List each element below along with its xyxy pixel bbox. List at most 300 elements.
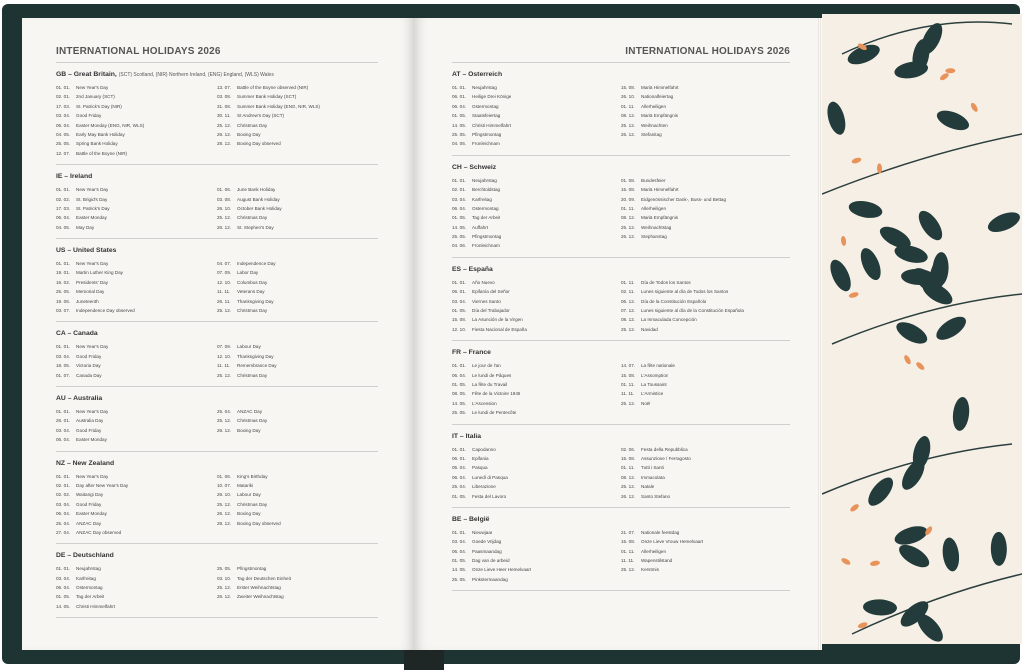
holiday-date: 14. 05.	[452, 567, 467, 573]
holiday-name: Fiesta Nacional de España	[472, 326, 527, 332]
holiday-date: 17. 03.	[56, 103, 71, 109]
holiday-date: 25. 12.	[621, 567, 636, 573]
holiday-column	[217, 407, 378, 445]
holiday-name: New Year's Day	[76, 473, 109, 479]
country-title	[56, 247, 378, 254]
holiday-sections-right	[452, 71, 790, 591]
holiday-date: 26. 10.	[217, 205, 232, 211]
holiday-date: 06. 04.	[56, 122, 71, 128]
holiday-date: 01. 11.	[621, 548, 635, 554]
holiday-date: 02. 01.	[56, 94, 71, 100]
holiday-column	[217, 83, 378, 158]
holiday-row	[56, 416, 217, 425]
holiday-date: 07. 12.	[621, 308, 636, 314]
orange-leaf	[840, 236, 846, 247]
holiday-row	[621, 111, 790, 120]
holiday-date: 15. 08.	[621, 539, 636, 545]
holiday-row	[452, 399, 621, 408]
holiday-name: Columbus Day	[237, 279, 268, 285]
holiday-row	[621, 315, 790, 324]
holiday-column	[621, 445, 790, 501]
dark-leaf	[941, 537, 961, 573]
holiday-row	[217, 83, 378, 92]
holiday-name: June Bank Holiday	[237, 187, 276, 193]
holiday-name: Goede Vrijdag	[472, 539, 502, 545]
country-section	[56, 395, 378, 452]
region-legend: (SCT) Scotland, (NIR) Northern Ireland, (ENG) England, (WLS) Wales	[118, 72, 274, 78]
holiday-name: Capodanno	[472, 446, 496, 452]
holiday-name: Christi Himmelfahrt	[76, 603, 116, 609]
holiday-date: 01. 01.	[56, 344, 71, 350]
holiday-date: 07. 09.	[217, 344, 232, 350]
holiday-row	[217, 519, 378, 528]
holiday-row	[56, 583, 217, 592]
holiday-row	[452, 83, 621, 92]
holiday-date: 02. 11.	[621, 289, 635, 295]
holiday-row	[621, 482, 790, 491]
holiday-date: 06. 04.	[56, 585, 71, 591]
holiday-date: 01. 05.	[452, 381, 467, 387]
orange-leaf	[945, 68, 955, 73]
holiday-date: 03. 04.	[452, 298, 467, 304]
holiday-name: St. Brigid's Day	[76, 196, 108, 202]
holiday-date: 31. 08.	[217, 103, 232, 109]
holiday-name: Navidad	[641, 326, 658, 332]
holiday-row	[621, 361, 790, 370]
holiday-row	[217, 500, 378, 509]
holiday-date: 01. 05.	[452, 308, 467, 314]
holiday-name: Stephanstag	[641, 234, 667, 240]
holiday-name: La Toussaint	[641, 381, 667, 387]
holiday-row	[217, 481, 378, 490]
holiday-date: 17. 03.	[56, 205, 71, 211]
holiday-date: 03. 10.	[217, 575, 232, 581]
holiday-date: 25. 12.	[217, 215, 232, 221]
holiday-date: 25. 05.	[452, 576, 467, 582]
orange-leaf	[849, 503, 860, 513]
country-title	[452, 433, 790, 440]
country-name: DE – Deutschland	[56, 552, 114, 560]
holiday-row	[621, 213, 790, 222]
holiday-name: Erster Weihnachtstag	[237, 585, 281, 591]
holiday-name: Presidents' Day	[76, 279, 109, 285]
holiday-date: 11. 11.	[621, 558, 635, 564]
holiday-row	[56, 602, 217, 611]
holiday-name: Tag der Arbeit	[472, 215, 501, 221]
holiday-row	[217, 407, 378, 416]
holiday-date: 03. 08.	[217, 94, 232, 100]
holiday-row	[621, 556, 790, 565]
country-section	[56, 330, 378, 387]
holiday-row	[621, 204, 790, 213]
holiday-row	[56, 195, 217, 204]
holiday-row	[217, 416, 378, 425]
holiday-row	[56, 130, 217, 139]
holiday-name: Noël	[641, 400, 651, 406]
holiday-name: Easter Monday	[76, 215, 107, 221]
holiday-name: Christmas Day	[237, 122, 268, 128]
holiday-name: King's Birthday	[237, 473, 268, 479]
holiday-row	[56, 121, 217, 130]
holiday-row	[56, 213, 217, 222]
orange-leaf	[915, 361, 926, 371]
holiday-name: Labour Day	[237, 344, 261, 350]
holiday-name: La Inmaculada Concepción	[641, 317, 697, 323]
holiday-row	[217, 287, 378, 296]
dark-leaf	[893, 318, 931, 348]
holiday-date: 25. 05.	[56, 289, 71, 295]
holiday-name: Ostermontag	[76, 585, 103, 591]
holiday-date: 04. 06.	[452, 243, 467, 249]
country-section	[452, 266, 790, 341]
holiday-row	[56, 92, 217, 101]
holiday-name: Mariä Himmelfahrt	[641, 187, 679, 193]
holiday-column	[452, 361, 621, 417]
holiday-name: L'Armistice	[641, 391, 664, 397]
country-section	[452, 433, 790, 508]
holiday-date: 03. 08.	[217, 196, 232, 202]
holiday-row	[56, 111, 217, 120]
holiday-date: 12. 10.	[452, 326, 467, 332]
holiday-name: Nieuwjaar	[472, 529, 493, 535]
holiday-date: 26. 10.	[621, 94, 636, 100]
holiday-date: 01. 01.	[56, 261, 71, 267]
holiday-row	[217, 306, 378, 315]
holiday-date: 26. 11.	[217, 298, 231, 304]
holiday-row	[56, 426, 217, 435]
holiday-date: 25. 04.	[56, 520, 71, 526]
holiday-date: 01. 05.	[56, 594, 71, 600]
holiday-date: 01. 08.	[621, 177, 636, 183]
holiday-row	[56, 139, 217, 148]
holiday-date: 06. 01.	[452, 94, 467, 100]
holiday-row	[621, 130, 790, 139]
holiday-name: Boxing Day	[237, 427, 261, 433]
holiday-name: Independence Day	[237, 261, 276, 267]
country-section	[452, 71, 790, 156]
holiday-date: 25. 05.	[452, 410, 467, 416]
holiday-date: 26. 12.	[217, 427, 232, 433]
holiday-name: Weihnachten	[641, 122, 668, 128]
holiday-row	[56, 278, 217, 287]
holiday-row	[56, 297, 217, 306]
holiday-row	[56, 83, 217, 92]
holiday-row	[56, 481, 217, 490]
holiday-row	[452, 306, 621, 315]
holiday-name: Boxing Day	[237, 511, 261, 517]
country-title	[56, 395, 378, 402]
holiday-row	[217, 361, 378, 370]
holiday-row	[217, 426, 378, 435]
holiday-row	[621, 399, 790, 408]
holiday-row	[56, 259, 217, 268]
holiday-row	[56, 306, 217, 315]
holiday-date: 14. 05.	[452, 122, 467, 128]
holiday-row	[621, 445, 790, 454]
dark-leaf	[863, 599, 898, 616]
holiday-date: 06. 04.	[452, 474, 467, 480]
holiday-date: 01. 01.	[56, 473, 71, 479]
holiday-name: La fête du Travail	[472, 381, 508, 387]
holiday-row	[621, 121, 790, 130]
holiday-name: Pasqua	[472, 465, 488, 471]
holiday-date: 25. 12.	[217, 308, 232, 314]
holiday-name: Spring Bank Holiday	[76, 141, 118, 147]
holiday-row	[217, 213, 378, 222]
holiday-row	[217, 592, 378, 601]
holiday-row	[452, 139, 621, 148]
holiday-row	[452, 389, 621, 398]
holiday-row	[452, 575, 621, 584]
holiday-column	[452, 176, 621, 251]
holiday-date: 01. 11.	[621, 205, 635, 211]
holiday-name: Labor Day	[237, 270, 259, 276]
holiday-row	[217, 342, 378, 351]
holiday-row	[217, 185, 378, 194]
holiday-name: Pinkstermaandag	[472, 576, 508, 582]
holiday-name: New Year's Day	[76, 187, 109, 193]
holiday-name: Pfingstmontag	[472, 234, 502, 240]
holiday-row	[217, 472, 378, 481]
holiday-row	[452, 204, 621, 213]
holiday-row	[217, 268, 378, 277]
holiday-name: Le lundi de Pâques	[472, 372, 512, 378]
holiday-row	[56, 528, 217, 537]
holiday-name: Lunedì di Pasqua	[472, 474, 508, 480]
holiday-column	[452, 528, 621, 584]
left-page	[22, 18, 414, 650]
holiday-row	[452, 223, 621, 232]
country-name: ES – España	[452, 265, 493, 273]
holiday-name: Summer Bank Holiday (ENG, NIR, WLS)	[237, 103, 320, 109]
holiday-name: Viernes Santo	[472, 298, 501, 304]
country-title	[452, 71, 790, 78]
holiday-row	[217, 509, 378, 518]
holiday-name: Neujahrstag	[472, 177, 497, 183]
dark-leaf	[914, 207, 947, 244]
holiday-date: 15. 08.	[452, 317, 467, 323]
dark-leaf	[951, 396, 971, 432]
holiday-row	[621, 565, 790, 574]
holiday-name: St. Patrick's Day (NIR)	[76, 103, 122, 109]
holiday-name: Labour Day	[237, 492, 261, 498]
holiday-date: 07. 09.	[217, 270, 232, 276]
holiday-row	[56, 435, 217, 444]
holiday-date: 26. 12.	[621, 234, 636, 240]
holiday-column	[217, 342, 378, 380]
holiday-date: 20. 09.	[621, 196, 636, 202]
holiday-row	[56, 519, 217, 528]
holiday-row	[217, 121, 378, 130]
holiday-row	[452, 528, 621, 537]
holiday-row	[452, 315, 621, 324]
holiday-row	[621, 537, 790, 546]
leaf-pattern-illustration	[822, 14, 1022, 644]
holiday-row	[56, 352, 217, 361]
holiday-date: 08. 12.	[621, 317, 636, 323]
holiday-row	[452, 565, 621, 574]
holiday-name: Immacolata	[641, 474, 665, 480]
country-name: CH – Schweiz	[452, 163, 497, 171]
holiday-name: Allerheiligen	[641, 205, 667, 211]
holiday-row	[452, 445, 621, 454]
holiday-date: 19. 01.	[56, 270, 71, 276]
dark-leaf	[892, 523, 929, 549]
holiday-name: Day after New Year's Day	[76, 482, 129, 488]
holiday-row	[217, 278, 378, 287]
holiday-row	[452, 371, 621, 380]
holiday-date: 26. 12.	[217, 594, 232, 600]
holiday-date: 25. 12.	[621, 224, 636, 230]
country-name: CA – Canada	[56, 330, 98, 338]
holiday-date: 03. 04.	[56, 501, 71, 507]
holiday-date: 08. 12.	[621, 215, 636, 221]
holiday-name: L'Ascension	[472, 400, 497, 406]
holiday-row	[56, 185, 217, 194]
holiday-row	[452, 492, 621, 501]
holiday-name: Neujahrstag	[472, 85, 497, 90]
holiday-name: Christi Himmelfahrt	[472, 122, 512, 128]
holiday-date: 25. 05.	[56, 141, 71, 147]
holiday-name: Independence Day observed	[76, 308, 135, 314]
holiday-name: Karfreitag	[76, 575, 96, 581]
holiday-row	[621, 371, 790, 380]
holiday-date: 06. 01.	[452, 455, 467, 461]
holiday-row	[452, 297, 621, 306]
holiday-name: Veterans Day	[237, 289, 265, 295]
holiday-date: 26. 12.	[621, 493, 636, 499]
holiday-name: Le jour de l'an	[472, 363, 501, 369]
holiday-name: Memorial Day	[76, 289, 105, 295]
holiday-name: Matariki	[237, 482, 254, 488]
holiday-row	[452, 278, 621, 287]
holiday-row	[56, 592, 217, 601]
holiday-date: 25. 04.	[217, 408, 232, 414]
holiday-name: May Day	[76, 224, 95, 230]
holiday-date: 02. 02.	[56, 492, 71, 498]
holiday-date: 06. 04.	[452, 205, 467, 211]
dark-leaf	[864, 473, 898, 509]
holiday-name: Le lundi de Pentecôte	[472, 410, 517, 416]
holiday-date: 06. 04.	[56, 215, 71, 221]
holiday-date: 05. 04.	[452, 465, 467, 471]
holiday-date: 02. 02.	[56, 196, 71, 202]
holiday-column	[621, 176, 790, 251]
holiday-date: 06. 04.	[452, 103, 467, 109]
holiday-date: 01. 01.	[452, 363, 467, 369]
holiday-row	[621, 306, 790, 315]
holiday-name: Boxing Day observed	[237, 141, 281, 147]
holiday-row	[217, 195, 378, 204]
country-section	[452, 349, 790, 424]
holiday-date: 01. 11.	[621, 103, 635, 109]
dark-leaf	[857, 245, 885, 283]
holiday-row	[56, 371, 217, 380]
holiday-date: 15. 08.	[621, 372, 636, 378]
dark-leaf	[985, 208, 1022, 236]
holiday-row	[452, 195, 621, 204]
holiday-name: Día del Trabajador	[472, 308, 510, 314]
holiday-row	[56, 564, 217, 573]
country-title	[56, 71, 378, 78]
holiday-date: 11. 11.	[217, 363, 231, 369]
holiday-date: 25. 05.	[452, 234, 467, 240]
holiday-date: 06. 04.	[56, 511, 71, 517]
holiday-column	[217, 472, 378, 538]
holiday-row	[56, 509, 217, 518]
holiday-date: 04. 05.	[56, 224, 71, 230]
holiday-row	[452, 463, 621, 472]
holiday-date: 10. 07.	[217, 482, 232, 488]
holiday-row	[217, 564, 378, 573]
holiday-row	[621, 463, 790, 472]
holiday-date: 25. 12.	[217, 585, 232, 591]
holiday-date: 03. 04.	[452, 196, 467, 202]
holiday-name: Natale	[641, 484, 655, 490]
holiday-name: Ostermontag	[472, 103, 499, 109]
holiday-column	[452, 445, 621, 501]
holiday-date: 01. 06.	[217, 187, 232, 193]
holiday-date: 19. 06.	[56, 298, 71, 304]
holiday-date: 01. 01.	[56, 566, 71, 572]
dark-leaf	[991, 532, 1008, 566]
holiday-date: 13. 07.	[217, 85, 232, 90]
holiday-column	[56, 342, 217, 380]
holiday-date: 04. 07.	[217, 261, 232, 267]
holiday-name: Paasmaandag	[472, 548, 502, 554]
holiday-row	[621, 287, 790, 296]
holiday-name: Christmas Day	[237, 418, 268, 424]
holiday-row	[621, 528, 790, 537]
holiday-row	[452, 232, 621, 241]
holiday-name: Pfingstmontag	[472, 131, 502, 137]
holiday-name: 2nd January (SCT)	[76, 94, 115, 100]
holiday-date: 01. 11.	[621, 279, 635, 285]
holiday-name: Christmas Day	[237, 372, 268, 378]
holiday-row	[452, 482, 621, 491]
holiday-row	[217, 102, 378, 111]
holiday-date: 03. 04.	[56, 353, 71, 359]
holiday-row	[621, 92, 790, 101]
holiday-name: Boxing Day	[237, 131, 261, 137]
holiday-name: Australia Day	[76, 418, 104, 424]
branch-stem	[822, 134, 1022, 194]
country-name: BE – België	[452, 515, 490, 523]
holiday-date: 01. 01.	[56, 85, 71, 90]
country-name: IE – Ireland	[56, 173, 93, 181]
holiday-row	[56, 204, 217, 213]
holiday-date: 14. 07.	[621, 363, 636, 369]
holiday-date: 25. 12.	[621, 400, 636, 406]
holiday-row	[452, 185, 621, 194]
holiday-column	[56, 259, 217, 315]
orange-leaf	[851, 157, 862, 165]
holiday-name: Día de la Constitución Española	[641, 298, 707, 304]
holiday-date: 08. 05.	[452, 391, 467, 397]
holiday-name: Epifanía del Señor	[472, 289, 510, 295]
country-section	[56, 460, 378, 545]
holiday-date: 03. 04.	[56, 113, 71, 119]
country-title	[452, 516, 790, 523]
holiday-row	[217, 204, 378, 213]
holiday-column	[56, 564, 217, 611]
dark-leaf	[826, 257, 855, 295]
holiday-name: St. Patrick's Day	[76, 205, 110, 211]
holiday-row	[621, 83, 790, 92]
holiday-date: 06. 01.	[452, 289, 467, 295]
country-name: IT – Italia	[452, 432, 482, 440]
holiday-row	[217, 574, 378, 583]
